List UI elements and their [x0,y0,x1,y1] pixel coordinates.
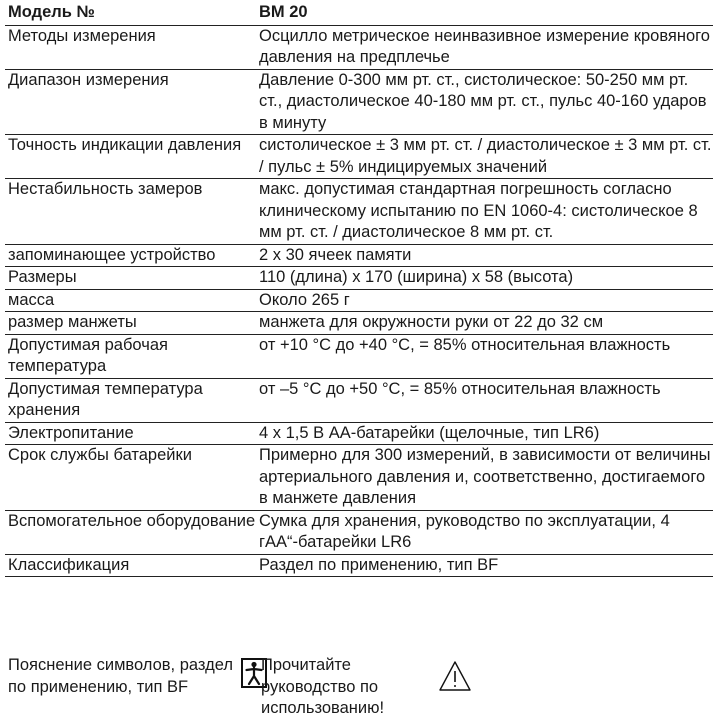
spec-value: Раздел по применению, тип BF [256,554,713,577]
spec-value: 110 (длина) x 170 (ширина) x 58 (высота) [256,267,713,290]
spec-label: масса [5,289,256,312]
model-label: Модель № [8,3,95,21]
spec-label: Размеры [5,267,256,290]
symbol-legend [5,655,713,717]
spec-label: Допустимая температура хранения [5,378,256,422]
spec-value: систолическое ± 3 мм рт. ст. / диастолическое ± 3 мм рт. ст. / пульс ± 5% индицируемых значений [256,135,713,179]
header-row [5,2,713,25]
spec-value: Примерно для 300 измерений, в зависимости от величины артериального давления и, соответственно, достигаемого в манжете давления [256,445,713,511]
symbol-explanation-text: Пояснение символов, раздел по применению, тип BF [8,656,233,696]
spec-row [5,445,713,511]
spec-row [5,179,713,245]
spec-value: Давление 0-300 мм рт. ст., систолическое: 50-250 мм рт. ст., диастолическое 40-180 мм рт. ст., пульс 40-160 ударов в минуту [256,69,713,135]
spec-row [5,378,713,422]
spec-value: от +10 °C до +40 °C, = 85% относительная влажность [256,334,713,378]
spec-label: Допустимая рабочая температура [5,334,256,378]
spec-label: размер манжеты [5,312,256,335]
spec-row [5,25,713,69]
spec-row [5,135,713,179]
spec-row [5,312,713,335]
spec-row [5,422,713,445]
spec-value: 4 x 1,5 В АА-батарейки (щелочные, тип LR6) [256,422,713,445]
spec-value: Осцилло метрическое неинвазивное измерение кровяного давления на предплечье [256,25,713,69]
spec-row [5,289,713,312]
model-value: BM 20 [259,3,308,21]
spec-label: Точность индикации давления [5,135,256,179]
spec-label: Срок службы батарейки [5,445,256,511]
spec-label: Диапазон измерения [5,69,256,135]
spec-value: Сумка для хранения, руководство по эксплуатации, 4 гАА“-батарейки LR6 [256,510,713,554]
spec-row [5,554,713,577]
spec-label: Электропитание [5,422,256,445]
spec-value: манжета для окружности руки от 22 до 32 см [256,312,713,335]
spec-row [5,334,713,378]
spec-label: Классификация [5,554,256,577]
spec-label: Методы измерения [5,25,256,69]
warning-triangle-icon [438,660,472,692]
spec-table [5,2,713,577]
spec-value: от –5 °C до +50 °C, = 85% относительная влажность [256,378,713,422]
spec-label: Вспомогательное оборудование [5,510,256,554]
spec-label: Нестабильность замеров [5,179,256,245]
read-manual-text: Прочитайте руководство по использованию! [261,656,385,717]
spec-row [5,267,713,290]
spec-row [5,69,713,135]
spec-value: 2 x 30 ячеек памяти [256,244,713,267]
spec-value: Около 265 г [256,289,713,312]
spec-value: макс. допустимая стандартная погрешность согласно клиническому испытанию по EN 1060-4: систолическое 8 мм рт. ст. / диастолическое 8 мм рт. ст. [256,179,713,245]
spec-label: запоминающее устройство [5,244,256,267]
spec-row [5,244,713,267]
spec-row [5,510,713,554]
